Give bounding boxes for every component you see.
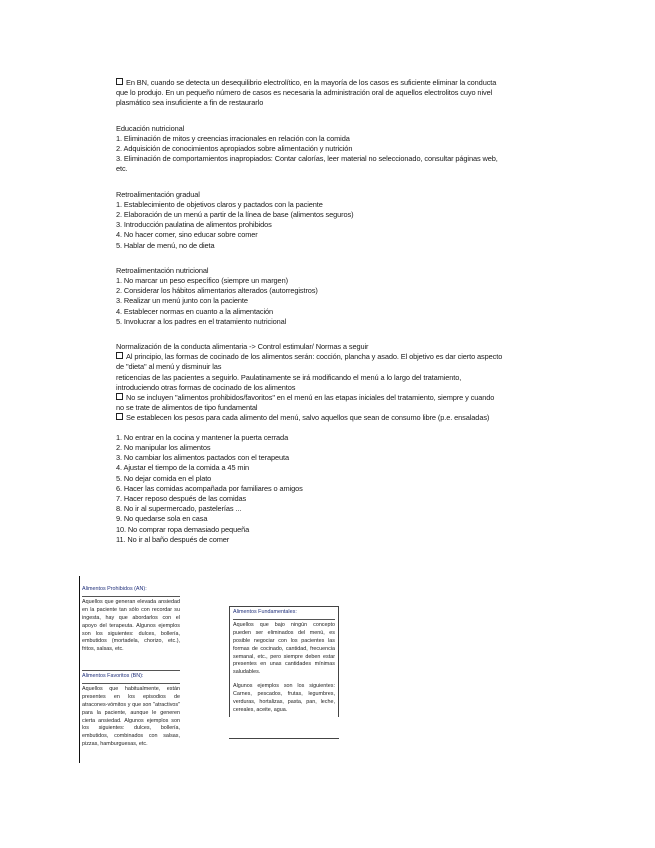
checkbox-square-icon xyxy=(116,393,123,400)
box-body-examples: Algunos ejemplos son los siguientes: Carnes, pescados, frutas, legumbres, verduras, hortalizas, pasta, pan, leche, cereales, aceite, agua. xyxy=(233,683,335,713)
checkbox-square-icon xyxy=(116,413,123,420)
document-body xyxy=(116,78,588,545)
box-alimentos-favoritos xyxy=(82,670,180,749)
list-item: 2. No manipular los alimentos xyxy=(116,442,211,452)
list-item: etc. xyxy=(116,164,128,174)
list-item: 8. No ir al supermercado, pastelerías ... xyxy=(116,504,242,514)
checkbox-square-icon xyxy=(116,78,123,85)
list-item: 4. No hacer comer, sino educar sobre comer xyxy=(116,230,258,240)
section-title-educacion: Educación nutricional xyxy=(116,123,185,133)
list-item: 3. Introducción paulatina de alimentos prohibidos xyxy=(116,220,272,230)
list-item: 7. Hacer reposo después de las comidas xyxy=(116,493,247,503)
box-bottom-rule xyxy=(229,738,339,739)
box-title: Alimentos Favoritos (BN): xyxy=(82,673,180,684)
section-title-retro-gradual: Retroalimentación gradual xyxy=(116,189,200,199)
normas-list xyxy=(116,433,588,545)
box-title: Alimentos Fundamentales: xyxy=(233,609,335,620)
left-divider-line xyxy=(79,576,80,763)
box-alimentos-prohibidos xyxy=(82,586,180,654)
box-body: Aquellos que habitualmente, están presentes en los episodios de atracones-vómitos y que son "atractivos" para la paciente, aunque le generen cierta ansiedad. Algunos ejemplos son los siguientes: dulces, bollería, embutidos, combinados con salsas, pizzas, hamburguesas, etc. xyxy=(82,685,180,748)
section-title-normalizacion: Normalización de la conducta alimentaria -> Control estimular/ Normas a seguir xyxy=(116,342,369,352)
list-item: 2. Considerar los hábitos alimentarios alterados (autorregistros) xyxy=(116,286,318,296)
box-body: Aquellos que generan elevada ansiedad en la paciente tan sólo con recordar su ingesta, hay que abordarlos con el apoyo del terapeuta. Algunos ejemplos son los siguientes: dulces, bollería, embutidos (mortadela, chorizo, etc.), fritos, salsas, etc. xyxy=(82,598,180,653)
retro-gradual-list xyxy=(116,200,588,251)
retro-nutricional-list xyxy=(116,276,588,327)
educacion-list xyxy=(116,134,588,175)
checkbox-square-icon xyxy=(116,352,123,359)
list-item: 2. Elaboración de un menú a partir de la línea de base (alimentos seguros) xyxy=(116,210,354,220)
list-item: 1. No marcar un peso específico (siempre un margen) xyxy=(116,276,288,286)
box-body: Aquellos que bajo ningún concepto pueden ser eliminados del menú, es posible negociar con los pacientes las formas de cocinado, cantidad, frecuencia semanal, etc., pero siempre deben estar presentes en unas cantidades mínimas saludables. xyxy=(233,621,335,676)
list-item: 5. Hablar de menú, no de dieta xyxy=(116,240,215,250)
list-item: 10. No comprar ropa demasiado pequeña xyxy=(116,524,250,534)
list-item: 2. Adquisición de conocimientos apropiados sobre alimentación y nutrición xyxy=(116,144,353,154)
list-item: 4. Establecer normas en cuanto a la alimentación xyxy=(116,306,274,316)
box-title: Alimentos Prohibidos (AN): xyxy=(82,586,180,597)
list-item: 1. Establecimiento de objetivos claros y pactados con la paciente xyxy=(116,199,323,209)
list-item: 11. No ir al baño después de comer xyxy=(116,534,230,544)
section-title-retro-nutricional: Retroalimentación nutricional xyxy=(116,265,209,275)
box-alimentos-fundamentales xyxy=(229,606,339,717)
intro-paragraph: En BN, cuando se detecta un desequilibrio electrolítico, en la mayoría de los casos es suficiente eliminar la conducta que lo produjo. En un pequeño número de casos es necesaria la administración oral de aquellos electrolitos cuyo nivel plasmático sea insuficiente a fin de restaurarlo xyxy=(116,78,497,108)
list-item: 3. No cambiar los alimentos pactados con el terapeuta xyxy=(116,453,289,463)
list-item: 5. Involucrar a los padres en el tratamiento nutricional xyxy=(116,316,287,326)
list-item: 1. Eliminación de mitos y creencias irracionales en relación con la comida xyxy=(116,133,350,143)
list-item: 9. No quedarse sola en casa xyxy=(116,514,208,524)
list-item: 1. No entrar en la cocina y mantener la puerta cerrada xyxy=(116,432,289,442)
list-item: 5. No dejar comida en el plato xyxy=(116,473,212,483)
normalizacion-bullets: Al principio, las formas de cocinado de los alimentos serán: cocción, plancha y asado. El objetivo es dar cierto aspecto de "dieta" al menú y disminuir las reticencias de las pacientes a seguirlo. Paulatinamente se irá modificando el menú a lo largo del tratamiento, introduciendo otras formas de cocinado de los alimentos No se incluyen "alimentos prohibidos/favoritos" en el menú en las etapas iniciales del tratamiento, siempre y cuando no se trate de alimentos de tipo fundamental Se establecen los pesos para cada alimento del menú, salvo aquellos que sean de consumo libre (p.e. ensaladas) xyxy=(116,352,503,423)
list-item: 6. Hacer las comidas acompañada por familiares o amigos xyxy=(116,483,303,493)
list-item: 3. Eliminación de comportamientos inapropiados: Contar calorías, leer material no seleccionado, consultar páginas web, xyxy=(116,154,498,164)
list-item: 3. Realizar un menú junto con la paciente xyxy=(116,296,248,306)
list-item: 4. Ajustar el tiempo de la comida a 45 min xyxy=(116,463,250,473)
